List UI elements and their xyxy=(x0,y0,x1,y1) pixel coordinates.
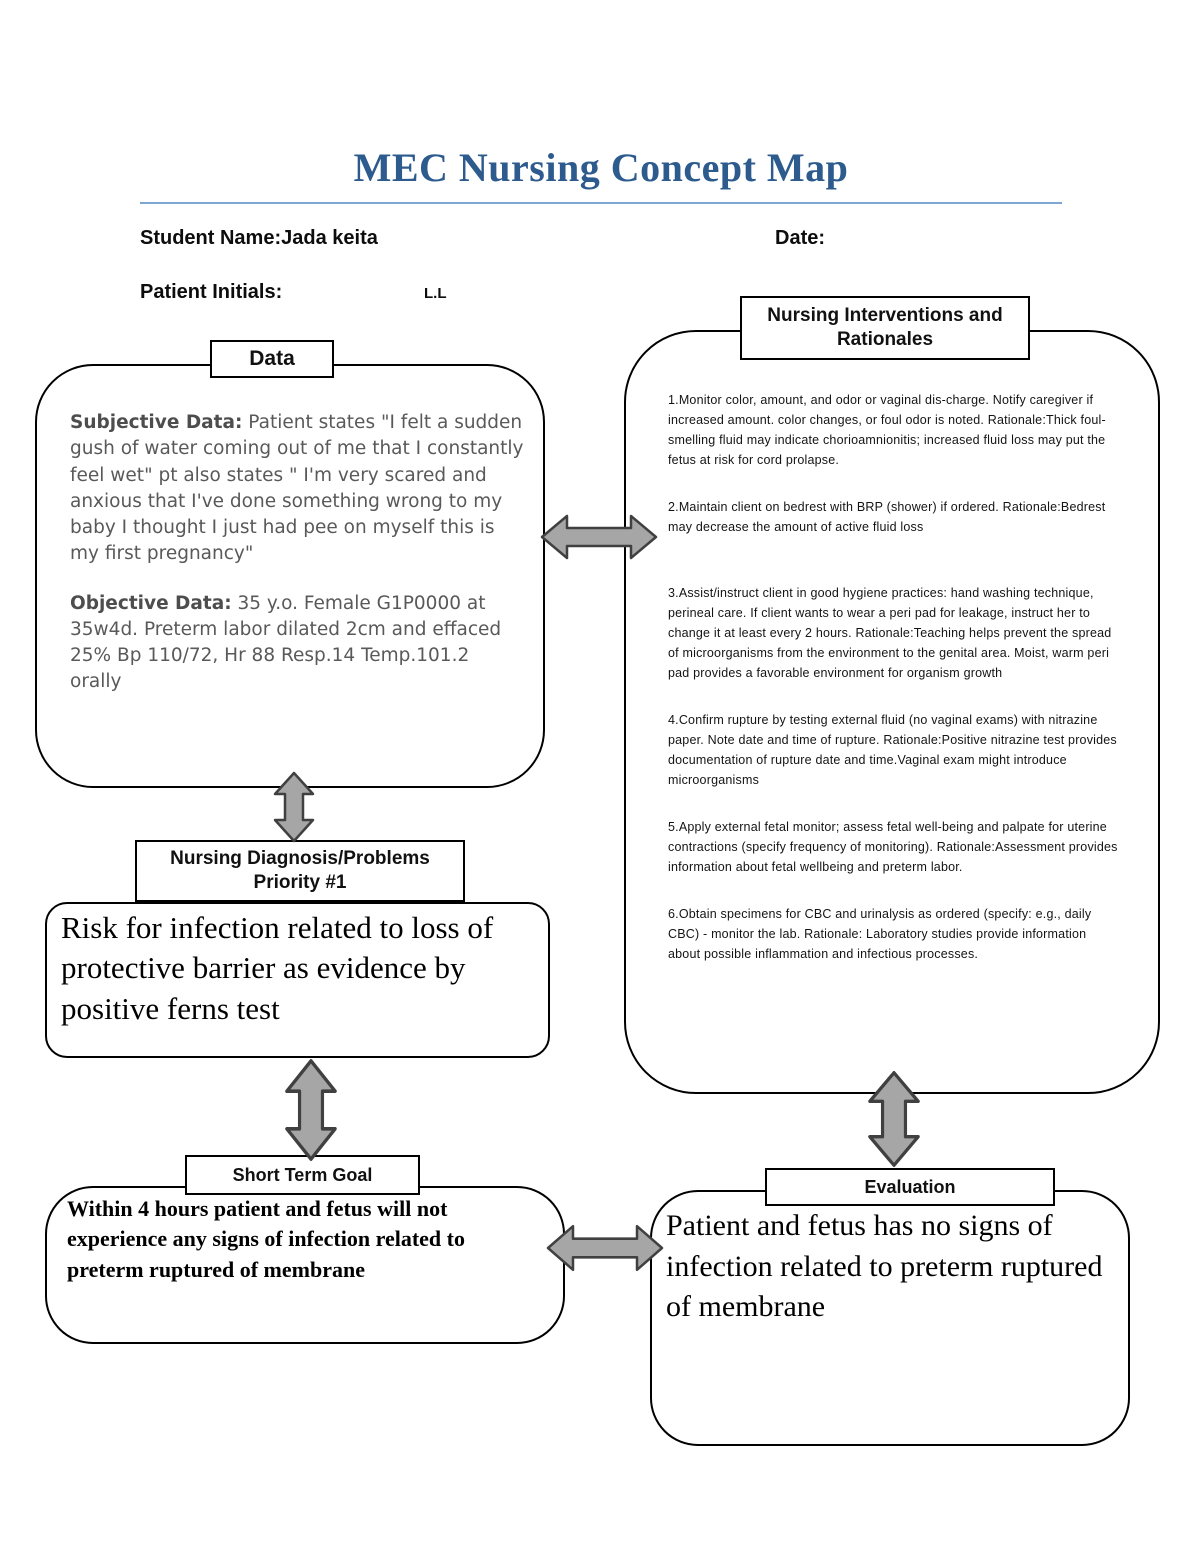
diagnosis-box xyxy=(45,902,550,1058)
intervention-item-1: 1.Monitor color, amount, and odor or vaginal dis-charge. Notify caregiver if increased amount. color changes, or foul odor is noted. Rationale:Thick foul-smelling fluid may indicate chorioamnionitis; increased fluid loss may put the fetus at risk for cord prolapse. xyxy=(668,393,1106,467)
short-term-goal-box xyxy=(45,1186,565,1344)
evaluation-text: Patient and fetus has no signs of infection related to preterm ruptured of membrane xyxy=(666,1209,1103,1323)
interventions-box xyxy=(624,330,1160,1094)
intervention-item-6: 6.Obtain specimens for CBC and urinalysis as ordered (specify: e.g., daily CBC) - monitor the lab. Rationale: Laboratory studies provide information about possible inflammation and infectious processes. xyxy=(668,907,1092,961)
data-box-title: Data xyxy=(210,340,334,378)
diagnosis-box-title xyxy=(135,840,465,902)
double-arrow-horizontal-icon xyxy=(546,1221,664,1275)
interventions-list xyxy=(668,390,1122,991)
patient-initials-value: L.L xyxy=(424,285,447,302)
objective-data-label: Objective Data: xyxy=(70,592,232,614)
intervention-item-4: 4.Confirm rupture by testing external fluid (no vaginal exams) with nitrazine paper. Note date and time of rupture. Rationale:Positive nitrazine test provides documentation of rupture date and time.Vaginal exam might introduce microorganisms xyxy=(668,713,1117,787)
diagnosis-text: Risk for infection related to loss of protective barrier as evidence by positive ferns test xyxy=(61,910,494,1026)
subjective-data-paragraph xyxy=(70,410,525,568)
subjective-data-label: Subjective Data: xyxy=(70,412,243,433)
evaluation-box-title: Evaluation xyxy=(765,1168,1055,1206)
objective-data-paragraph xyxy=(70,591,525,696)
double-arrow-vertical-icon xyxy=(272,771,316,843)
title-underline xyxy=(140,202,1062,204)
intervention-item-3: 3.Assist/instruct client in good hygiene practices: hand washing technique, perineal care. If client wants to wear a peri pad for leakage, instruct her to change it at least every 2 hours. Rationale:Teaching helps prevent the spread of microorganisms from the environment to the genital area. Moist, warm peri pad provides a favorable environment for organism growth xyxy=(668,586,1112,680)
date-label: Date: xyxy=(775,227,826,249)
diagnosis-title-line2: Priority #1 xyxy=(253,872,347,893)
short-term-goal-text: Within 4 hours patient and fetus will not experience any signs of infection related to preterm ruptured of membrane xyxy=(67,1196,465,1282)
evaluation-box xyxy=(650,1190,1130,1446)
page-title: MEC Nursing Concept Map xyxy=(353,145,849,190)
student-name: Student Name:Jada keita xyxy=(140,227,378,249)
double-arrow-vertical-icon xyxy=(866,1070,922,1168)
interventions-box-title: Nursing Interventions and Rationales xyxy=(740,296,1030,360)
data-box-content xyxy=(70,410,525,719)
objective-data-text: 35 y.o. Female G1P0000 at 35w4d. Preterm labor dilated 2cm and effaced 25% Bp 110/72, Hr 88 Resp.14 Temp.101.2 orally xyxy=(70,592,502,693)
patient-initials-label: Patient Initials: xyxy=(140,281,283,303)
intervention-item-5: 5.Apply external fetal monitor; assess fetal well-being and palpate for uterine contractions (specify frequency of monitoring). Rationale:Assessment provides information about fetal wellbeing and preterm labor. xyxy=(668,820,1118,874)
subjective-data-text: Patient states "I felt a sudden gush of water coming out of me that I constantly feel wet" pt also states " I'm very scared and anxious that I've done something wrong to my baby I thought I just had pee on myself this is my first pregnancy" xyxy=(70,412,524,565)
data-box xyxy=(35,364,545,788)
double-arrow-vertical-icon xyxy=(283,1058,339,1162)
double-arrow-horizontal-icon xyxy=(540,511,658,563)
diagnosis-title-line1: Nursing Diagnosis/Problems xyxy=(170,848,430,870)
intervention-item-2: 2.Maintain client on bedrest with BRP (shower) if ordered. Rationale:Bedrest may decrease the amount of active fluid loss xyxy=(668,500,1106,534)
short-term-goal-title: Short Term Goal xyxy=(185,1155,420,1195)
